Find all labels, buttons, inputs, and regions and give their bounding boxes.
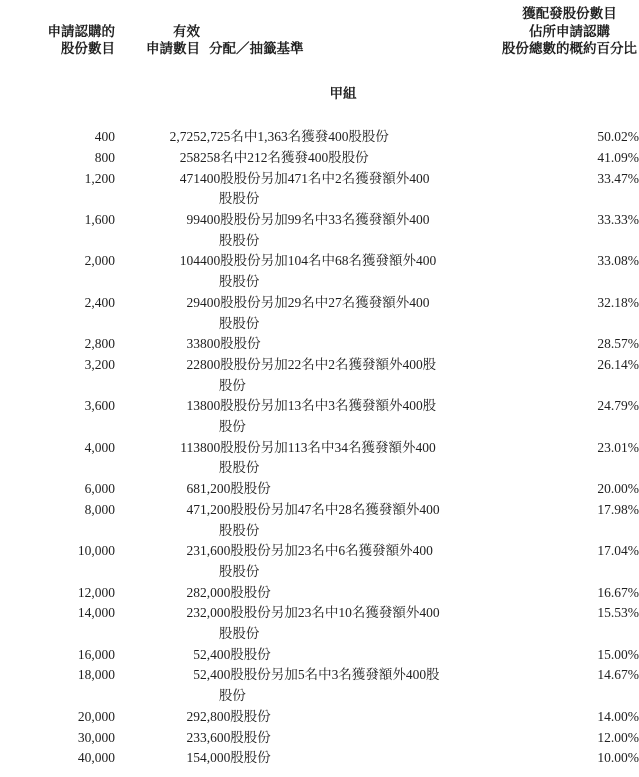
percentage-cell: 10.00% — [597, 750, 639, 766]
allocation-basis-line: 股份 — [219, 377, 246, 393]
allocation-basis-cell — [200, 665, 500, 706]
allocation-basis-cell — [200, 396, 500, 437]
allocation-basis-line: 股股份 — [219, 315, 260, 331]
col-header-line: 申請認購的 — [47, 23, 115, 39]
allocation-basis-line: 2,725名中1,363名獲發400股股份 — [200, 129, 389, 145]
percentage-cell: 41.09% — [597, 149, 639, 165]
allocation-basis-line: 3,600股股份 — [200, 729, 271, 745]
table-row — [0, 438, 639, 479]
allocation-basis-line: 股股份 — [219, 274, 260, 290]
applied-shares-cell: 800 — [94, 149, 115, 165]
applied-shares-cell: 40,000 — [77, 750, 115, 766]
valid-applications-cell: 68 — [186, 481, 200, 497]
allocation-basis-cell — [200, 707, 500, 728]
applied-shares-cell: 4,000 — [84, 439, 115, 455]
allocation-basis-line: 股股份 — [219, 191, 260, 207]
allocation-basis-line: 400股股份另加471名中2名獲發額外400 — [200, 170, 430, 186]
col-header-line: 佔所申請認購 — [529, 23, 610, 39]
applied-shares-cell: 10,000 — [77, 543, 115, 559]
col-header-line: 獲配發股份數目 — [522, 6, 617, 21]
allocation-basis-line: 800股股份另加22名中2名獲發額外400股 — [200, 356, 437, 372]
allocation-basis-line: 1,200股股份 — [200, 481, 271, 497]
valid-applications-cell: 23 — [186, 605, 200, 621]
allocation-basis-line: 股股份 — [219, 460, 260, 476]
valid-applications-cell: 47 — [186, 501, 200, 517]
allocation-basis-line: 股股份 — [219, 626, 260, 642]
table-row — [0, 583, 639, 604]
applied-shares-cell: 1,200 — [84, 170, 115, 186]
allocation-basis-cell — [200, 603, 500, 644]
applied-shares-cell: 30,000 — [77, 729, 115, 745]
table-row — [0, 645, 639, 666]
table-row — [0, 127, 639, 148]
percentage-cell: 15.53% — [597, 605, 639, 621]
allocation-basis-cell — [200, 210, 500, 251]
valid-applications-cell: 5 — [193, 667, 200, 683]
applied-shares-cell: 2,800 — [84, 336, 115, 352]
percentage-cell: 33.33% — [597, 212, 639, 228]
col-header-line: 股份總數的概約百分比 — [502, 41, 637, 56]
percentage-cell: 28.57% — [597, 336, 639, 352]
allocation-basis-line: 800股股份另加113名中34名獲發額外400 — [200, 439, 436, 455]
col-header-line: 分配／抽籤基準 — [209, 41, 304, 56]
percentage-cell: 33.47% — [597, 170, 639, 186]
percentage-cell: 26.14% — [597, 356, 639, 372]
table-row — [0, 396, 639, 437]
valid-applications-cell: 22 — [186, 356, 200, 372]
table-row — [0, 500, 639, 541]
valid-applications-cell: 99 — [186, 212, 200, 228]
allocation-basis-line: 2,000股股份 — [200, 584, 271, 600]
applied-shares-cell: 16,000 — [77, 646, 115, 662]
allocation-basis-cell — [200, 748, 500, 769]
allocation-basis-cell — [200, 583, 500, 604]
allocation-basis-cell — [200, 645, 500, 666]
percentage-cell: 24.79% — [597, 398, 639, 414]
valid-applications-cell: 29 — [186, 294, 200, 310]
valid-applications-cell: 13 — [186, 398, 200, 414]
table-row — [0, 148, 639, 169]
valid-applications-cell: 15 — [186, 750, 200, 766]
valid-applications-cell: 28 — [186, 584, 200, 600]
percentage-cell: 20.00% — [597, 481, 639, 497]
group-header-row — [0, 58, 639, 128]
table-row — [0, 251, 639, 292]
allocation-basis-line: 股份 — [219, 688, 246, 704]
percentage-cell: 32.18% — [597, 294, 639, 310]
valid-applications-cell: 104 — [179, 253, 200, 269]
col-header-valid-applications — [115, 0, 200, 58]
allocation-basis-line: 股份 — [219, 419, 246, 435]
allocation-basis-cell — [200, 251, 500, 292]
allocation-basis-cell — [200, 500, 500, 541]
applied-shares-cell: 20,000 — [77, 708, 115, 724]
allocation-basis-line: 2,400股股份另加5名中3名獲發額外400股 — [200, 667, 440, 683]
col-header-line: 申請數目 — [146, 41, 200, 56]
col-header-allocation-basis — [200, 0, 500, 58]
table-row — [0, 293, 639, 334]
valid-applications-cell: 33 — [186, 336, 200, 352]
percentage-cell: 17.04% — [597, 543, 639, 559]
allocation-basis-line: 1,200股股份另加47名中28名獲發額外400 — [200, 501, 440, 517]
applied-shares-cell: 6,000 — [84, 481, 115, 497]
allocation-basis-cell — [200, 127, 500, 148]
percentage-cell: 14.00% — [597, 708, 639, 724]
table-row — [0, 665, 639, 706]
percentage-cell: 50.02% — [597, 129, 639, 145]
valid-applications-cell: 471 — [179, 170, 200, 186]
allocation-basis-line: 4,000股股份 — [200, 750, 271, 766]
applied-shares-cell: 12,000 — [77, 584, 115, 600]
valid-applications-cell: 2,725 — [169, 129, 200, 145]
col-header-line: 股份數目 — [61, 41, 115, 56]
table-row — [0, 334, 639, 355]
allocation-basis-line: 股股份 — [219, 232, 260, 248]
allocation-basis-line: 股股份 — [219, 522, 260, 538]
table-row — [0, 210, 639, 251]
percentage-cell: 33.08% — [597, 253, 639, 269]
percentage-cell: 14.67% — [597, 667, 639, 683]
percentage-cell: 15.00% — [597, 646, 639, 662]
valid-applications-cell: 258 — [179, 149, 200, 165]
table-row — [0, 355, 639, 396]
allocation-basis-cell — [200, 293, 500, 334]
applied-shares-cell: 18,000 — [77, 667, 115, 683]
allocation-basis-cell — [200, 148, 500, 169]
table-row — [0, 728, 639, 749]
table-row — [0, 541, 639, 582]
valid-applications-cell: 5 — [193, 646, 200, 662]
allocation-basis-line: 258名中212名獲發400股股份 — [200, 149, 369, 165]
applied-shares-cell: 14,000 — [77, 605, 115, 621]
allocation-basis-line: 800股股份另加13名中3名獲發額外400股 — [200, 398, 437, 414]
allocation-basis-cell — [200, 479, 500, 500]
allocation-basis-cell — [200, 355, 500, 396]
valid-applications-cell: 113 — [180, 439, 200, 455]
table-row — [0, 707, 639, 728]
col-header-line: 有效 — [173, 23, 200, 39]
allocation-basis-line: 400股股份另加99名中33名獲發額外400 — [200, 212, 430, 228]
allocation-basis-line: 1,600股股份另加23名中6名獲發額外400 — [200, 543, 433, 559]
percentage-cell: 23.01% — [597, 439, 639, 455]
table-row — [0, 603, 639, 644]
col-header-applied-shares — [0, 0, 115, 58]
percentage-cell: 17.98% — [597, 501, 639, 517]
percentage-cell: 12.00% — [597, 729, 639, 745]
valid-applications-cell: 23 — [186, 729, 200, 745]
applied-shares-cell: 400 — [94, 129, 115, 145]
allocation-basis-line: 400股股份另加29名中27名獲發額外400 — [200, 294, 430, 310]
allocation-basis-line: 2,800股股份 — [200, 708, 271, 724]
allocation-basis-line: 2,400股股份 — [200, 646, 271, 662]
group-a-label: 甲組 — [329, 85, 357, 101]
applied-shares-cell: 2,400 — [84, 294, 115, 310]
applied-shares-cell: 3,200 — [84, 356, 115, 372]
applied-shares-cell: 2,000 — [84, 253, 115, 269]
allocation-basis-line: 400股股份另加104名中68名獲發額外400 — [200, 253, 437, 269]
allocation-basis-cell — [200, 169, 500, 210]
applied-shares-cell: 8,000 — [84, 501, 115, 517]
allocation-basis-line: 800股股份 — [200, 336, 261, 352]
table-header-row — [0, 0, 639, 58]
applied-shares-cell: 3,600 — [84, 398, 115, 414]
percentage-cell: 16.67% — [597, 584, 639, 600]
table-row — [0, 479, 639, 500]
allocation-basis-cell — [200, 334, 500, 355]
allocation-basis-line: 股股份 — [219, 563, 260, 579]
applied-shares-cell: 1,600 — [84, 212, 115, 228]
col-header-percentage — [500, 0, 639, 58]
allocation-basis-cell — [200, 541, 500, 582]
valid-applications-cell: 23 — [186, 543, 200, 559]
allocation-basis-cell — [200, 438, 500, 479]
allocation-basis-cell — [200, 728, 500, 749]
valid-applications-cell: 29 — [186, 708, 200, 724]
allocation-basis-line: 2,000股股份另加23名中10名獲發額外400 — [200, 605, 440, 621]
table-row — [0, 748, 639, 769]
table-row — [0, 169, 639, 210]
